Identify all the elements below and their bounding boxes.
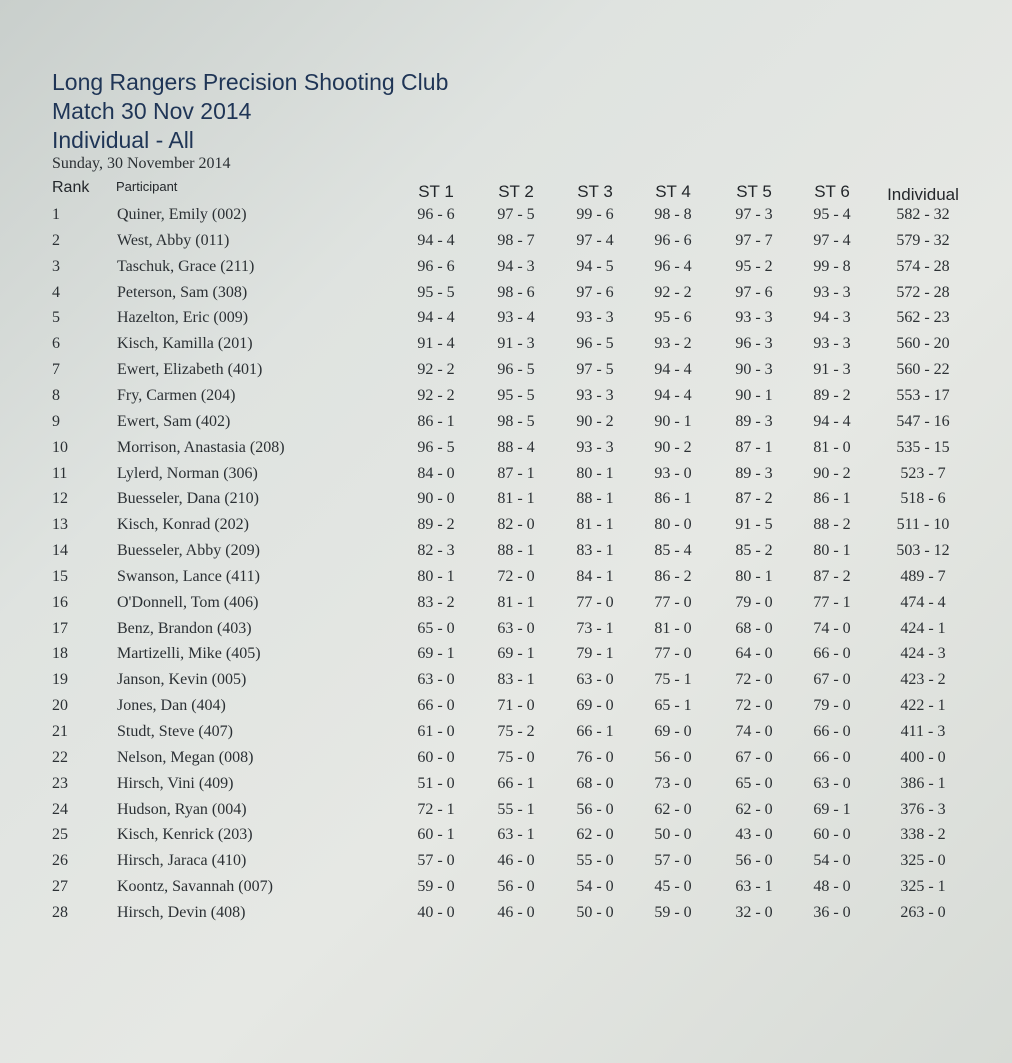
table-row [0,309,1012,334]
stage-1-score: 72 - 1 [417,800,455,818]
participant-cell: Hazelton, Eric (009) [117,309,249,327]
stage-1-score: 63 - 0 [417,671,455,689]
individual-total: 572 - 28 [896,283,950,301]
individual-total: 535 - 15 [896,438,950,456]
table-row [0,490,1012,515]
individual-total: 523 - 7 [900,464,946,482]
table-row [0,775,1012,800]
stage-6-score: 48 - 0 [813,878,851,896]
rank-cell: 15 [52,567,68,585]
individual-total: 560 - 22 [896,361,950,379]
stage-6-score: 90 - 2 [813,464,851,482]
rank-cell: 13 [52,516,68,534]
stage-5-score: 74 - 0 [735,723,773,740]
participant-cell: Kisch, Kamilla (201) [117,335,253,353]
individual-total: 579 - 32 [896,231,950,249]
stage-1-score: 89 - 2 [417,516,455,534]
stage-1-score: 83 - 2 [417,593,455,611]
match-title: Match 30 Nov 2014 [52,98,252,124]
participant-cell: Martizelli, Mike (405) [117,645,261,663]
stage-2-score: 81 - 1 [497,490,535,508]
stage-2-score: 88 - 4 [497,438,535,456]
individual-total: 503 - 12 [896,542,950,560]
stage-5-score: 80 - 1 [735,567,773,585]
table-row [0,413,1012,438]
stage-2-score: 95 - 5 [497,386,535,404]
stage-4-score: 77 - 0 [654,593,692,611]
participant-cell: Buesseler, Abby (209) [117,542,260,560]
participant-cell: West, Abby (011) [117,231,230,249]
rank-cell: 16 [52,593,68,611]
rank-header: Rank [52,179,90,196]
participant-header: Participant [116,179,178,194]
stage-4-score: 90 - 1 [654,412,692,430]
stage-1-score: 65 - 0 [417,619,455,637]
stage-3-score: 88 - 1 [576,490,614,508]
stage-6-score: 93 - 3 [813,283,851,301]
stage-1-score: 92 - 2 [417,386,455,404]
stage-1-score: 69 - 1 [417,645,455,663]
stage-4-score: 59 - 0 [654,903,692,921]
individual-total: 263 - 0 [900,903,946,921]
participant-cell: Studt, Steve (407) [117,723,233,740]
stage-2-score: 56 - 0 [497,878,535,896]
stage-6-score: 66 - 0 [813,645,851,663]
stage-2-score: 66 - 1 [497,774,535,792]
stage-3-score: 62 - 0 [576,826,614,844]
stage-4-score: 94 - 4 [654,361,692,379]
stage-6-score: 94 - 4 [813,412,851,430]
stage-1-score: 66 - 0 [417,697,455,715]
stage-4-score: 73 - 0 [654,774,692,792]
rank-cell: 1 [52,206,60,223]
stage-2-score: 75 - 0 [497,748,535,766]
individual-total: 411 - 3 [900,723,946,740]
stage-6-score: 99 - 8 [813,257,851,275]
individual-total: 424 - 1 [900,619,946,637]
stage-6-score: 81 - 0 [813,438,851,456]
participant-cell: Morrison, Anastasia (208) [117,438,285,456]
table-row [0,568,1012,593]
stage-3-score: 50 - 0 [576,903,614,921]
individual-header: Individual [887,185,959,204]
stage-4-score: 98 - 8 [654,206,692,223]
participant-cell: Buesseler, Dana (210) [117,490,259,508]
stage-1-score: 92 - 2 [417,361,455,379]
stage-2-header: ST 2 [498,182,534,201]
table-row [0,439,1012,464]
table-row [0,465,1012,490]
stage-5-score: 68 - 0 [735,619,773,637]
stage-3-score: 97 - 4 [576,231,614,249]
stage-2-score: 75 - 2 [497,723,535,740]
stage-5-score: 65 - 0 [735,774,773,792]
stage-2-score: 94 - 3 [497,257,535,275]
stage-6-score: 86 - 1 [813,490,851,508]
individual-total: 423 - 2 [900,671,946,689]
stage-1-score: 91 - 4 [417,335,455,353]
stage-5-score: 90 - 3 [735,361,773,379]
stage-2-score: 93 - 4 [497,309,535,327]
stage-1-score: 40 - 0 [417,903,455,921]
stage-6-score: 91 - 3 [813,361,851,379]
stage-3-score: 99 - 6 [576,206,614,223]
participant-cell: Ewert, Elizabeth (401) [117,361,263,379]
stage-3-score: 68 - 0 [576,774,614,792]
stage-5-score: 91 - 5 [735,516,773,534]
table-row [0,284,1012,309]
stage-3-score: 73 - 1 [576,619,614,637]
stage-4-score: 95 - 6 [654,309,692,327]
stage-4-score: 56 - 0 [654,748,692,766]
individual-total: 553 - 17 [896,386,950,404]
stage-5-score: 64 - 0 [735,645,773,663]
stage-1-score: 57 - 0 [417,852,455,870]
stage-2-score: 98 - 7 [497,231,535,249]
rank-cell: 10 [52,438,68,456]
rank-cell: 11 [52,464,68,482]
stage-3-score: 93 - 3 [576,386,614,404]
participant-cell: Nelson, Megan (008) [117,748,254,766]
stage-2-score: 98 - 5 [497,412,535,430]
stage-1-score: 96 - 6 [417,257,455,275]
individual-total: 424 - 3 [900,645,946,663]
stage-5-score: 87 - 1 [735,438,773,456]
rank-cell: 17 [52,619,68,637]
stage-1-score: 60 - 1 [417,826,455,844]
stage-2-score: 97 - 5 [497,206,535,223]
stage-5-score: 97 - 3 [735,206,773,223]
stage-3-score: 83 - 1 [576,542,614,560]
stage-1-score: 90 - 0 [417,490,455,508]
participant-cell: Janson, Kevin (005) [117,671,247,689]
stage-6-score: 60 - 0 [813,826,851,844]
individual-total: 338 - 2 [900,826,946,844]
stage-6-score: 69 - 1 [813,800,851,818]
stage-1-score: 51 - 0 [417,774,455,792]
stage-2-score: 71 - 0 [497,697,535,715]
stage-1-header: ST 1 [418,182,454,201]
stage-5-score: 95 - 2 [735,257,773,275]
stage-2-score: 98 - 6 [497,283,535,301]
individual-total: 511 - 10 [896,516,950,534]
stage-2-score: 88 - 1 [497,542,535,560]
stage-4-score: 90 - 2 [654,438,692,456]
stage-6-score: 79 - 0 [813,697,851,715]
stage-5-score: 62 - 0 [735,800,773,818]
stage-6-header: ST 6 [814,182,850,201]
table-row [0,258,1012,283]
stage-6-score: 77 - 1 [813,593,851,611]
table-row [0,904,1012,929]
stage-1-score: 95 - 5 [417,283,455,301]
stage-6-score: 80 - 1 [813,542,851,560]
rank-cell: 18 [52,645,68,663]
stage-4-score: 45 - 0 [654,878,692,896]
rank-cell: 14 [52,542,68,560]
individual-total: 422 - 1 [900,697,946,715]
stage-2-score: 87 - 1 [497,464,535,482]
club-title: Long Rangers Precision Shooting Club [52,69,449,95]
table-row [0,801,1012,826]
rank-cell: 25 [52,826,68,844]
participant-cell: Kisch, Konrad (202) [117,516,249,534]
individual-total: 325 - 1 [900,878,946,896]
rank-cell: 26 [52,852,68,870]
stage-6-score: 63 - 0 [813,774,851,792]
table-row [0,749,1012,774]
stage-5-score: 32 - 0 [735,903,773,921]
stage-3-score: 96 - 5 [576,335,614,353]
rank-cell: 20 [52,697,68,715]
stage-1-score: 96 - 5 [417,438,455,456]
stage-3-score: 79 - 1 [576,645,614,663]
stage-1-score: 80 - 1 [417,567,455,585]
stage-5-score: 85 - 2 [735,542,773,560]
individual-total: 574 - 28 [896,257,950,275]
stage-5-score: 43 - 0 [735,826,773,844]
stage-4-score: 75 - 1 [654,671,692,689]
stage-4-score: 85 - 4 [654,542,692,560]
stage-4-score: 69 - 0 [654,723,692,740]
rank-cell: 7 [52,361,60,379]
table-row [0,826,1012,851]
participant-cell: Fry, Carmen (204) [117,386,236,404]
stage-1-score: 94 - 4 [417,309,455,327]
stage-2-score: 69 - 1 [497,645,535,663]
individual-total: 518 - 6 [900,490,946,508]
stage-6-score: 67 - 0 [813,671,851,689]
individual-total: 582 - 32 [896,206,950,223]
stage-5-score: 72 - 0 [735,671,773,689]
participant-cell: Benz, Brandon (403) [117,619,252,637]
stage-5-score: 89 - 3 [735,412,773,430]
participant-cell: Quiner, Emily (002) [117,206,247,223]
participant-cell: O'Donnell, Tom (406) [117,593,259,611]
stage-6-score: 97 - 4 [813,231,851,249]
stage-1-score: 59 - 0 [417,878,455,896]
stage-5-score: 67 - 0 [735,748,773,766]
stage-4-score: 50 - 0 [654,826,692,844]
table-row [0,723,1012,748]
stage-1-score: 86 - 1 [417,412,455,430]
table-row [0,232,1012,257]
individual-total: 386 - 1 [900,774,946,792]
individual-total: 376 - 3 [900,800,946,818]
stage-2-score: 46 - 0 [497,852,535,870]
stage-4-score: 65 - 1 [654,697,692,715]
table-row [0,387,1012,412]
stage-6-score: 74 - 0 [813,619,851,637]
table-row [0,542,1012,567]
participant-cell: Peterson, Sam (308) [117,283,248,301]
stage-6-score: 89 - 2 [813,386,851,404]
stage-6-score: 66 - 0 [813,748,851,766]
stage-1-score: 94 - 4 [417,231,455,249]
participant-cell: Hirsch, Vini (409) [117,774,234,792]
table-row [0,335,1012,360]
stage-2-score: 72 - 0 [497,567,535,585]
stage-4-score: 94 - 4 [654,386,692,404]
stage-6-score: 94 - 3 [813,309,851,327]
rank-cell: 19 [52,671,68,689]
stage-6-score: 95 - 4 [813,206,851,223]
stage-3-score: 66 - 1 [576,723,614,740]
stage-4-score: 81 - 0 [654,619,692,637]
stage-4-score: 96 - 6 [654,231,692,249]
individual-total: 562 - 23 [896,309,950,327]
table-row [0,878,1012,903]
participant-cell: Swanson, Lance (411) [117,567,260,585]
rank-cell: 23 [52,774,68,792]
stage-3-score: 94 - 5 [576,257,614,275]
rank-cell: 12 [52,490,68,508]
participant-cell: Jones, Dan (404) [117,697,226,715]
stage-1-score: 96 - 6 [417,206,455,223]
stage-4-score: 80 - 0 [654,516,692,534]
stage-3-score: 77 - 0 [576,593,614,611]
stage-5-score: 97 - 7 [735,231,773,249]
match-date: Sunday, 30 November 2014 [52,155,231,172]
table-row [0,594,1012,619]
stage-5-score: 56 - 0 [735,852,773,870]
stage-4-score: 62 - 0 [654,800,692,818]
stage-3-score: 93 - 3 [576,438,614,456]
table-row [0,645,1012,670]
participant-cell: Hirsch, Jaraca (410) [117,852,247,870]
table-row [0,516,1012,541]
stage-6-score: 54 - 0 [813,852,851,870]
rank-cell: 28 [52,903,68,921]
stage-6-score: 66 - 0 [813,723,851,740]
stage-4-score: 57 - 0 [654,852,692,870]
stage-3-header: ST 3 [577,182,613,201]
individual-total: 325 - 0 [900,852,946,870]
table-row [0,671,1012,696]
stage-1-score: 60 - 0 [417,748,455,766]
stage-2-score: 81 - 1 [497,593,535,611]
stage-3-score: 81 - 1 [576,516,614,534]
stage-4-score: 93 - 0 [654,464,692,482]
rank-cell: 8 [52,386,60,404]
stage-5-score: 96 - 3 [735,335,773,353]
stage-5-score: 79 - 0 [735,593,773,611]
stage-3-score: 97 - 6 [576,283,614,301]
table-row [0,361,1012,386]
table-row [0,206,1012,231]
individual-total: 489 - 7 [900,567,946,585]
stage-3-score: 69 - 0 [576,697,614,715]
stage-3-score: 90 - 2 [576,412,614,430]
stage-3-score: 55 - 0 [576,852,614,870]
stage-4-score: 77 - 0 [654,645,692,663]
stage-4-header: ST 4 [655,182,691,201]
rank-cell: 27 [52,878,68,896]
stage-4-score: 93 - 2 [654,335,692,353]
category-title: Individual - All [52,127,194,153]
stage-4-score: 86 - 2 [654,567,692,585]
table-row [0,697,1012,722]
stage-6-score: 87 - 2 [813,567,851,585]
stage-6-score: 88 - 2 [813,516,851,534]
stage-3-score: 84 - 1 [576,567,614,585]
rank-cell: 21 [52,723,68,740]
stage-4-score: 86 - 1 [654,490,692,508]
stage-5-score: 72 - 0 [735,697,773,715]
individual-total: 400 - 0 [900,748,946,766]
rank-cell: 2 [52,231,60,249]
stage-3-score: 80 - 1 [576,464,614,482]
stage-1-score: 82 - 3 [417,542,455,560]
stage-5-score: 90 - 1 [735,386,773,404]
rank-cell: 22 [52,748,68,766]
stage-2-score: 63 - 1 [497,826,535,844]
rank-cell: 3 [52,257,60,275]
rank-cell: 24 [52,800,68,818]
stage-2-score: 91 - 3 [497,335,535,353]
stage-3-score: 54 - 0 [576,878,614,896]
individual-total: 547 - 16 [896,412,950,430]
stage-6-score: 93 - 3 [813,335,851,353]
rank-cell: 6 [52,335,60,353]
stage-1-score: 84 - 0 [417,464,455,482]
stage-3-score: 93 - 3 [576,309,614,327]
stage-6-score: 36 - 0 [813,903,851,921]
rank-cell: 4 [52,283,60,301]
stage-2-score: 46 - 0 [497,903,535,921]
rank-cell: 5 [52,309,60,327]
stage-5-score: 97 - 6 [735,283,773,301]
stage-4-score: 92 - 2 [654,283,692,301]
stage-5-header: ST 5 [736,182,772,201]
stage-2-score: 83 - 1 [497,671,535,689]
participant-cell: Kisch, Kenrick (203) [117,826,253,844]
participant-cell: Ewert, Sam (402) [117,412,231,430]
stage-4-score: 96 - 4 [654,257,692,275]
participant-cell: Taschuk, Grace (211) [117,257,255,275]
individual-total: 474 - 4 [900,593,946,611]
stage-5-score: 87 - 2 [735,490,773,508]
rank-cell: 9 [52,412,60,430]
participant-cell: Hudson, Ryan (004) [117,800,247,818]
stage-3-score: 97 - 5 [576,361,614,379]
participant-cell: Hirsch, Devin (408) [117,903,246,921]
stage-3-score: 76 - 0 [576,748,614,766]
stage-1-score: 61 - 0 [417,723,455,740]
participant-cell: Koontz, Savannah (007) [117,878,273,896]
table-row [0,620,1012,645]
stage-5-score: 93 - 3 [735,309,773,327]
participant-cell: Lylerd, Norman (306) [117,464,258,482]
stage-5-score: 89 - 3 [735,464,773,482]
stage-3-score: 56 - 0 [576,800,614,818]
individual-total: 560 - 20 [896,335,950,353]
stage-2-score: 96 - 5 [497,361,535,379]
stage-5-score: 63 - 1 [735,878,773,896]
table-row [0,852,1012,877]
stage-2-score: 63 - 0 [497,619,535,637]
stage-3-score: 63 - 0 [576,671,614,689]
stage-2-score: 82 - 0 [497,516,535,534]
stage-2-score: 55 - 1 [497,800,535,818]
